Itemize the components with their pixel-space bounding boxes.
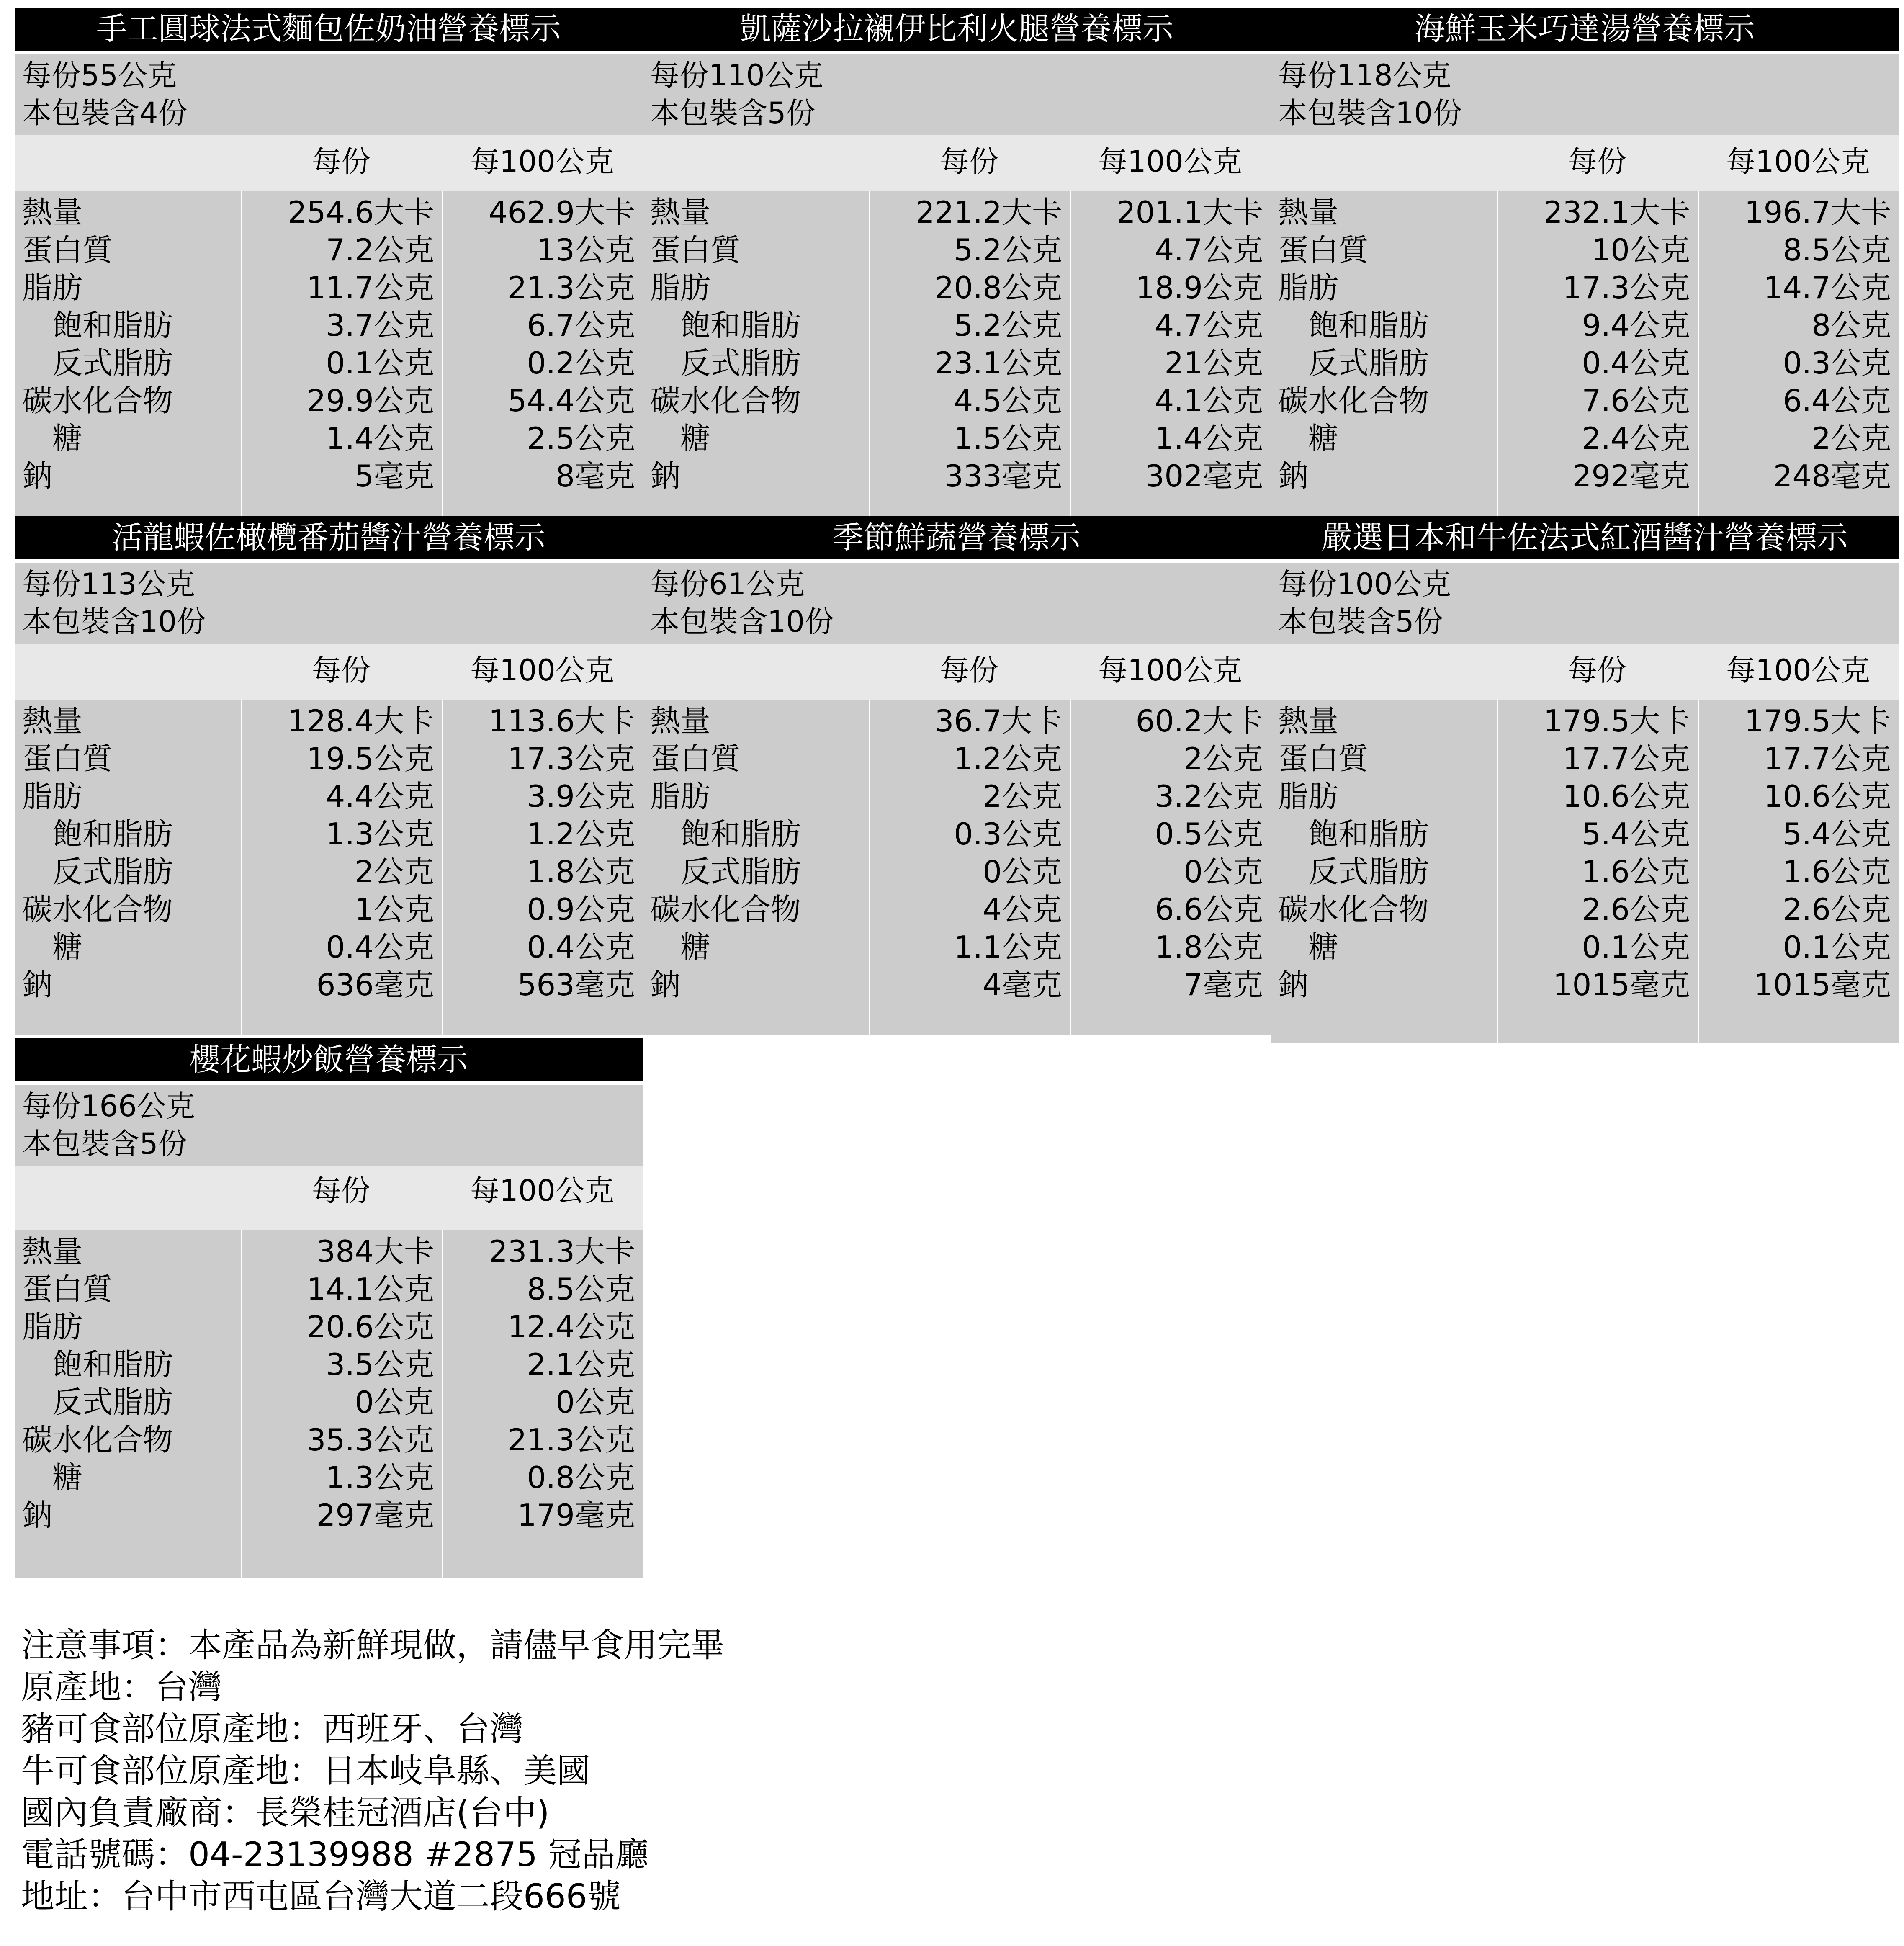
nutrient-row xyxy=(15,344,643,382)
per-100g-value: 0.9公克 xyxy=(527,892,635,927)
per-serving-value: 19.5公克 xyxy=(306,741,434,776)
per-100g-value: 8毫克 xyxy=(556,458,635,494)
nutrient-row xyxy=(1271,382,1899,420)
per-100g-value: 0.4公克 xyxy=(527,929,635,965)
serving-size: 每份55公克 xyxy=(22,58,177,93)
panel-title: 海鮮玉米巧達湯營養標示 xyxy=(1271,8,1899,51)
serving-info xyxy=(15,1085,643,1166)
per-serving-value: 1公克 xyxy=(355,892,434,927)
nutrient-row xyxy=(15,1496,643,1534)
per-100g-value: 179.5大卡 xyxy=(1744,703,1891,739)
per-100g-value: 3.9公克 xyxy=(527,779,635,814)
nutrient-name: 脂肪 xyxy=(22,1309,83,1344)
nutrient-name: 熱量 xyxy=(1278,703,1339,739)
column-header xyxy=(1271,644,1899,700)
col-per-100g: 每100公克 xyxy=(470,144,614,179)
serving-size: 每份113公克 xyxy=(22,567,196,601)
per-serving-value: 384大卡 xyxy=(316,1234,434,1269)
nutrient-row xyxy=(15,966,643,1004)
nutrient-row xyxy=(15,891,643,928)
nutrient-row xyxy=(643,344,1271,382)
nutrient-row xyxy=(1271,702,1899,740)
panel-title: 凱薩沙拉襯伊比利火腿營養標示 xyxy=(643,8,1271,51)
nutrient-name: 反式脂肪 xyxy=(52,345,173,381)
per-100g-value: 13公克 xyxy=(536,232,635,268)
per-serving-value: 36.7大卡 xyxy=(934,703,1062,739)
nutrient-table xyxy=(1271,700,1899,1043)
per-serving-value: 10公克 xyxy=(1591,232,1690,268)
nutrient-name: 碳水化合物 xyxy=(650,892,801,927)
per-100g-value: 462.9大卡 xyxy=(488,195,635,230)
nutrient-row xyxy=(643,457,1271,495)
per-serving-value: 2公克 xyxy=(355,854,434,889)
nutrient-row xyxy=(15,193,643,231)
nutrient-row xyxy=(15,1421,643,1459)
col-per-serving: 每份 xyxy=(940,653,998,687)
per-100g-value: 1.2公克 xyxy=(527,816,635,852)
per-serving-value: 333毫克 xyxy=(944,458,1062,494)
per-serving-value: 17.3公克 xyxy=(1562,270,1690,305)
per-serving-value: 20.6公克 xyxy=(306,1309,434,1344)
per-serving-value: 7.2公克 xyxy=(326,232,434,268)
nutrient-row xyxy=(15,231,643,269)
per-100g-value: 0.5公克 xyxy=(1155,816,1263,852)
per-100g-value: 12.4公克 xyxy=(507,1309,635,1344)
nutrient-name: 飽和脂肪 xyxy=(1308,308,1429,343)
nutrient-name: 蛋白質 xyxy=(22,232,113,268)
per-100g-value: 4.7公克 xyxy=(1155,308,1263,343)
per-100g-value: 0.8公克 xyxy=(527,1460,635,1495)
nutrient-name: 鈉 xyxy=(22,458,53,494)
per-100g-value: 5.4公克 xyxy=(1783,816,1891,852)
nutrient-row xyxy=(643,966,1271,1004)
nutrient-name: 飽和脂肪 xyxy=(52,1347,173,1382)
nutrient-row xyxy=(15,269,643,306)
nutrient-row xyxy=(15,777,643,815)
per-serving-value: 4公克 xyxy=(983,892,1062,927)
nutrient-name: 飽和脂肪 xyxy=(680,816,801,852)
nutrient-name: 反式脂肪 xyxy=(1308,854,1429,889)
per-serving-value: 1.4公克 xyxy=(326,421,434,456)
per-100g-value: 1.8公克 xyxy=(1155,929,1263,965)
nutrient-row xyxy=(1271,966,1899,1004)
col-per-100g: 每100公克 xyxy=(1098,653,1242,687)
panel-title: 手工圓球法式麵包佐奶油營養標示 xyxy=(15,8,643,51)
per-serving-value: 3.7公克 xyxy=(326,308,434,343)
per-serving-value: 35.3公克 xyxy=(306,1422,434,1457)
per-serving-value: 1.3公克 xyxy=(326,816,434,852)
nutrient-row xyxy=(643,815,1271,853)
servings-per-pack: 本包裝含10份 xyxy=(22,605,206,639)
per-serving-value: 0公克 xyxy=(355,1385,434,1420)
per-100g-value: 563毫克 xyxy=(517,967,635,1002)
per-100g-value: 0.3公克 xyxy=(1783,345,1891,381)
nutrient-row xyxy=(1271,269,1899,306)
nutrient-row xyxy=(15,1308,643,1346)
nutrient-name: 熱量 xyxy=(1278,195,1339,230)
per-serving-value: 5.4公克 xyxy=(1582,816,1690,852)
per-serving-value: 1.6公克 xyxy=(1582,854,1690,889)
per-serving-value: 179.5大卡 xyxy=(1543,703,1690,739)
per-100g-value: 248毫克 xyxy=(1773,458,1891,494)
per-100g-value: 1.8公克 xyxy=(527,854,635,889)
nutrient-row xyxy=(15,740,643,777)
per-100g-value: 0公克 xyxy=(556,1385,635,1420)
per-100g-value: 2.6公克 xyxy=(1783,892,1891,927)
per-serving-value: 0.3公克 xyxy=(954,816,1062,852)
nutrient-name: 蛋白質 xyxy=(650,232,741,268)
col-per-serving: 每份 xyxy=(312,144,371,179)
nutrient-row xyxy=(643,891,1271,928)
nutrient-row xyxy=(1271,777,1899,815)
nutrient-name: 熱量 xyxy=(22,703,83,739)
servings-per-pack: 本包裝含10份 xyxy=(1278,96,1462,130)
nutrient-name: 反式脂肪 xyxy=(52,1385,173,1420)
per-serving-value: 232.1大卡 xyxy=(1543,195,1690,230)
nutrient-name: 蛋白質 xyxy=(1278,741,1369,776)
per-serving-value: 23.1公克 xyxy=(934,345,1062,381)
per-serving-value: 0.4公克 xyxy=(326,929,434,965)
nutrient-name: 鈉 xyxy=(650,967,681,1002)
nutrient-name: 脂肪 xyxy=(1278,779,1339,814)
per-serving-value: 14.1公克 xyxy=(306,1272,434,1307)
nutrient-name: 飽和脂肪 xyxy=(680,308,801,343)
serving-size: 每份61公克 xyxy=(650,567,805,601)
per-serving-value: 4.5公克 xyxy=(954,383,1062,418)
nutrient-name: 碳水化合物 xyxy=(1278,383,1429,418)
nutrient-row xyxy=(15,702,643,740)
nutrient-name: 脂肪 xyxy=(650,270,711,305)
per-serving-value: 0公克 xyxy=(983,854,1062,889)
per-serving-value: 3.5公克 xyxy=(326,1347,434,1382)
per-serving-value: 17.7公克 xyxy=(1562,741,1690,776)
nutrient-table xyxy=(15,1230,643,1578)
serving-info xyxy=(643,54,1271,135)
nutrient-name: 糖 xyxy=(680,929,711,965)
nutrient-row xyxy=(643,269,1271,306)
column-header xyxy=(15,135,643,191)
nutrient-row xyxy=(15,382,643,420)
nutrient-row xyxy=(15,1270,643,1308)
per-serving-value: 221.2大卡 xyxy=(915,195,1062,230)
per-100g-value: 8.5公克 xyxy=(527,1272,635,1307)
nutrient-row xyxy=(1271,853,1899,891)
note-line: 牛可食部位原產地：日本岐阜縣、美國 xyxy=(21,1751,590,1790)
per-100g-value: 6.4公克 xyxy=(1783,383,1891,418)
per-100g-value: 6.7公克 xyxy=(527,308,635,343)
per-100g-value: 1015毫克 xyxy=(1754,967,1891,1002)
nutrient-name: 蛋白質 xyxy=(22,741,113,776)
nutrient-name: 糖 xyxy=(1308,421,1339,456)
servings-per-pack: 本包裝含4份 xyxy=(22,96,188,130)
per-100g-value: 2公克 xyxy=(1184,741,1263,776)
per-100g-value: 179毫克 xyxy=(517,1498,635,1533)
nutrient-row xyxy=(1271,457,1899,495)
per-serving-value: 4毫克 xyxy=(983,967,1062,1002)
nutrient-row xyxy=(15,815,643,853)
serving-info xyxy=(1271,563,1899,644)
column-header xyxy=(15,1166,643,1230)
nutrient-row xyxy=(15,1383,643,1421)
nutrient-name: 鈉 xyxy=(22,967,53,1002)
nutrient-name: 碳水化合物 xyxy=(22,892,173,927)
per-serving-value: 11.7公克 xyxy=(306,270,434,305)
nutrient-row xyxy=(1271,306,1899,344)
nutrient-name: 脂肪 xyxy=(650,779,711,814)
per-100g-value: 0公克 xyxy=(1184,854,1263,889)
nutrient-row xyxy=(15,457,643,495)
serving-info xyxy=(1271,54,1899,135)
per-serving-value: 128.4大卡 xyxy=(287,703,434,739)
nutrient-name: 飽和脂肪 xyxy=(52,816,173,852)
nutrient-name: 飽和脂肪 xyxy=(1308,816,1429,852)
nutrient-row xyxy=(1271,891,1899,928)
nutrition-panel xyxy=(643,516,1271,1035)
serving-size: 每份118公克 xyxy=(1278,58,1451,93)
col-per-serving: 每份 xyxy=(1568,144,1626,179)
per-serving-value: 636毫克 xyxy=(316,967,434,1002)
panel-title: 季節鮮蔬營養標示 xyxy=(643,516,1271,559)
column-header xyxy=(15,644,643,700)
per-100g-value: 21.3公克 xyxy=(507,1422,635,1457)
nutrient-name: 糖 xyxy=(1308,929,1339,965)
nutrient-row xyxy=(15,928,643,966)
per-serving-value: 1.5公克 xyxy=(954,421,1062,456)
per-serving-value: 5.2公克 xyxy=(954,308,1062,343)
nutrient-row xyxy=(1271,231,1899,269)
nutrient-row xyxy=(1271,928,1899,966)
col-per-serving: 每份 xyxy=(1568,653,1626,687)
per-serving-value: 0.4公克 xyxy=(1582,345,1690,381)
per-serving-value: 5.2公克 xyxy=(954,232,1062,268)
nutrition-panel xyxy=(1271,516,1899,1043)
per-serving-value: 292毫克 xyxy=(1572,458,1690,494)
nutrient-name: 碳水化合物 xyxy=(22,383,173,418)
nutrient-name: 糖 xyxy=(52,421,83,456)
note-line: 國內負責廠商：長榮桂冠酒店(台中) xyxy=(21,1793,550,1832)
per-100g-value: 7毫克 xyxy=(1184,967,1263,1002)
nutrition-panel xyxy=(15,1038,643,1578)
nutrient-name: 脂肪 xyxy=(1278,270,1339,305)
nutrient-row xyxy=(15,1346,643,1383)
nutrient-name: 反式脂肪 xyxy=(1308,345,1429,381)
nutrient-name: 碳水化合物 xyxy=(1278,892,1429,927)
nutrition-panel xyxy=(1271,8,1899,518)
nutrient-row xyxy=(15,306,643,344)
per-serving-value: 10.6公克 xyxy=(1562,779,1690,814)
nutrient-row xyxy=(15,1233,643,1270)
nutrient-name: 鈉 xyxy=(650,458,681,494)
note-line: 電話號碼：04-23139988 #2875 冠品廳 xyxy=(21,1835,649,1874)
per-100g-value: 3.2公克 xyxy=(1155,779,1263,814)
serving-size: 每份100公克 xyxy=(1278,567,1451,601)
col-per-serving: 每份 xyxy=(312,653,371,687)
nutrient-row xyxy=(1271,420,1899,457)
nutrition-panel xyxy=(15,516,643,1035)
per-100g-value: 21.3公克 xyxy=(507,270,635,305)
per-serving-value: 254.6大卡 xyxy=(287,195,434,230)
per-100g-value: 4.7公克 xyxy=(1155,232,1263,268)
serving-info xyxy=(15,54,643,135)
per-serving-value: 1.3公克 xyxy=(326,1460,434,1495)
per-100g-value: 8.5公克 xyxy=(1783,232,1891,268)
panel-title: 櫻花蝦炒飯營養標示 xyxy=(15,1038,643,1081)
per-100g-value: 302毫克 xyxy=(1145,458,1263,494)
nutrient-name: 熱量 xyxy=(650,195,711,230)
panel-title: 嚴選日本和牛佐法式紅酒醬汁營養標示 xyxy=(1271,516,1899,559)
nutrient-row xyxy=(643,306,1271,344)
per-100g-value: 1.4公克 xyxy=(1155,421,1263,456)
per-100g-value: 17.7公克 xyxy=(1763,741,1891,776)
nutrient-row xyxy=(15,1459,643,1496)
note-line: 地址：台中市西屯區台灣大道二段666號 xyxy=(21,1877,621,1916)
nutrient-row xyxy=(643,853,1271,891)
panel-title: 活龍蝦佐橄欖番茄醬汁營養標示 xyxy=(15,516,643,559)
per-100g-value: 196.7大卡 xyxy=(1744,195,1891,230)
per-serving-value: 7.6公克 xyxy=(1582,383,1690,418)
nutrition-panel xyxy=(643,8,1271,518)
per-100g-value: 201.1大卡 xyxy=(1116,195,1263,230)
nutrient-row xyxy=(1271,740,1899,777)
per-serving-value: 1.1公克 xyxy=(954,929,1062,965)
nutrient-name: 熱量 xyxy=(650,703,711,739)
nutrient-name: 糖 xyxy=(52,929,83,965)
nutrient-table xyxy=(643,700,1271,1035)
per-100g-value: 0.2公克 xyxy=(527,345,635,381)
column-header xyxy=(643,135,1271,191)
servings-per-pack: 本包裝含5份 xyxy=(1278,605,1443,639)
per-serving-value: 20.8公克 xyxy=(934,270,1062,305)
per-100g-value: 113.6大卡 xyxy=(488,703,635,739)
nutrient-row xyxy=(643,702,1271,740)
notes-block xyxy=(21,1624,724,1918)
nutrient-row xyxy=(643,231,1271,269)
servings-per-pack: 本包裝含5份 xyxy=(22,1127,188,1161)
nutrient-name: 鈉 xyxy=(1278,967,1309,1002)
per-serving-value: 5毫克 xyxy=(355,458,434,494)
nutrient-name: 反式脂肪 xyxy=(52,854,173,889)
per-100g-value: 4.1公克 xyxy=(1155,383,1263,418)
nutrient-name: 脂肪 xyxy=(22,779,83,814)
nutrient-name: 蛋白質 xyxy=(22,1272,113,1307)
nutrient-name: 熱量 xyxy=(22,1234,83,1269)
per-100g-value: 14.7公克 xyxy=(1763,270,1891,305)
serving-info xyxy=(643,563,1271,644)
nutrient-name: 碳水化合物 xyxy=(650,383,801,418)
nutrient-table xyxy=(1271,191,1899,518)
nutrient-row xyxy=(643,382,1271,420)
note-line: 豬可食部位原產地：西班牙、台灣 xyxy=(21,1709,523,1748)
per-100g-value: 1.6公克 xyxy=(1783,854,1891,889)
nutrient-name: 飽和脂肪 xyxy=(52,308,173,343)
note-line: 注意事項：本產品為新鮮現做，請儘早食用完畢 xyxy=(21,1626,724,1665)
per-serving-value: 1.2公克 xyxy=(954,741,1062,776)
nutrient-name: 鈉 xyxy=(22,1498,53,1533)
nutrient-name: 鈉 xyxy=(1278,458,1309,494)
per-serving-value: 2.6公克 xyxy=(1582,892,1690,927)
note-line: 原產地：台灣 xyxy=(21,1668,222,1707)
nutrient-row xyxy=(643,928,1271,966)
servings-per-pack: 本包裝含5份 xyxy=(650,96,816,130)
servings-per-pack: 本包裝含10份 xyxy=(650,605,834,639)
column-header xyxy=(1271,135,1899,191)
nutrient-name: 蛋白質 xyxy=(650,741,741,776)
per-100g-value: 2公克 xyxy=(1811,421,1891,456)
nutrient-row xyxy=(643,740,1271,777)
serving-info xyxy=(15,563,643,644)
col-per-100g: 每100公克 xyxy=(470,653,614,687)
col-per-100g: 每100公克 xyxy=(470,1174,614,1208)
col-per-100g: 每100公克 xyxy=(1726,144,1870,179)
nutrient-row xyxy=(1271,815,1899,853)
per-serving-value: 2.4公克 xyxy=(1582,421,1690,456)
nutrient-name: 糖 xyxy=(680,421,711,456)
per-serving-value: 4.4公克 xyxy=(326,779,434,814)
serving-size: 每份166公克 xyxy=(22,1089,196,1123)
nutrient-table xyxy=(643,191,1271,518)
per-serving-value: 2公克 xyxy=(983,779,1062,814)
per-100g-value: 18.9公克 xyxy=(1135,270,1263,305)
per-100g-value: 2.5公克 xyxy=(527,421,635,456)
per-100g-value: 21公克 xyxy=(1164,345,1263,381)
per-100g-value: 17.3公克 xyxy=(507,741,635,776)
per-100g-value: 0.1公克 xyxy=(1783,929,1891,965)
nutrition-panel xyxy=(15,8,643,518)
nutrient-name: 熱量 xyxy=(22,195,83,230)
per-serving-value: 297毫克 xyxy=(316,1498,434,1533)
per-100g-value: 2.1公克 xyxy=(527,1347,635,1382)
nutrient-row xyxy=(1271,193,1899,231)
nutrient-name: 碳水化合物 xyxy=(22,1422,173,1457)
column-header xyxy=(643,644,1271,700)
nutrient-name: 反式脂肪 xyxy=(680,345,801,381)
nutrient-row xyxy=(1271,344,1899,382)
nutrient-name: 糖 xyxy=(52,1460,83,1495)
per-100g-value: 231.3大卡 xyxy=(488,1234,635,1269)
per-100g-value: 54.4公克 xyxy=(507,383,635,418)
per-serving-value: 9.4公克 xyxy=(1582,308,1690,343)
per-100g-value: 6.6公克 xyxy=(1155,892,1263,927)
per-100g-value: 60.2大卡 xyxy=(1135,703,1263,739)
nutrient-name: 反式脂肪 xyxy=(680,854,801,889)
nutrient-row xyxy=(15,853,643,891)
nutrient-row xyxy=(643,193,1271,231)
per-100g-value: 8公克 xyxy=(1811,308,1891,343)
per-serving-value: 0.1公克 xyxy=(1582,929,1690,965)
per-100g-value: 10.6公克 xyxy=(1763,779,1891,814)
per-serving-value: 0.1公克 xyxy=(326,345,434,381)
col-per-100g: 每100公克 xyxy=(1098,144,1242,179)
col-per-serving: 每份 xyxy=(940,144,998,179)
nutrient-row xyxy=(15,420,643,457)
nutrient-name: 脂肪 xyxy=(22,270,83,305)
nutrient-row xyxy=(643,420,1271,457)
per-serving-value: 29.9公克 xyxy=(306,383,434,418)
nutrient-row xyxy=(643,777,1271,815)
nutrient-table xyxy=(15,191,643,518)
nutrient-name: 蛋白質 xyxy=(1278,232,1369,268)
serving-size: 每份110公克 xyxy=(650,58,823,93)
nutrient-table xyxy=(15,700,643,1035)
col-per-100g: 每100公克 xyxy=(1726,653,1870,687)
col-per-serving: 每份 xyxy=(312,1174,371,1208)
per-serving-value: 1015毫克 xyxy=(1553,967,1690,1002)
